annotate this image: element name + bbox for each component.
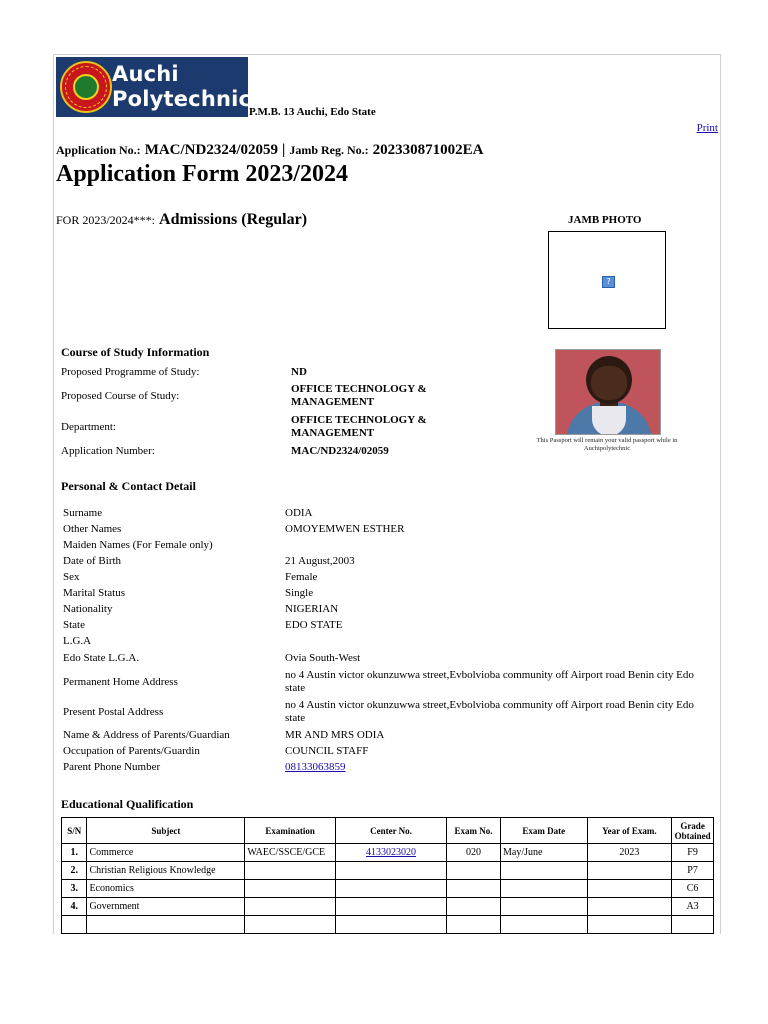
subject-cell: Commerce <box>87 844 245 862</box>
personal-row-label: Maiden Names (For Female only) <box>63 539 213 551</box>
jamb-photo-label: JAMB PHOTO <box>568 214 642 226</box>
subject-cell: Economics <box>87 880 245 898</box>
personal-row-value: Ovia South-West <box>285 651 361 664</box>
center-cell <box>336 880 447 898</box>
table-row <box>62 898 714 916</box>
center-no-link[interactable]: 4133023020 <box>366 847 417 858</box>
personal-row <box>63 505 713 521</box>
personal-row-label: Sex <box>63 571 80 583</box>
sn-cell: 1. <box>62 844 87 862</box>
jamb-reg-label: Jamb Reg. No.: <box>289 143 369 157</box>
column-header: Examination <box>245 818 336 844</box>
education-table <box>61 817 714 934</box>
personal-row <box>63 650 713 666</box>
exam-date-cell <box>501 862 588 880</box>
course-row-value: OFFICE TECHNOLOGY & MANAGEMENT <box>291 382 427 408</box>
column-header: S/N <box>62 818 87 844</box>
personal-row <box>63 617 713 633</box>
table-row-empty <box>62 916 714 934</box>
personal-row <box>63 743 713 759</box>
application-no-label: Application No.: <box>56 143 141 157</box>
course-row <box>61 381 531 410</box>
personal-row <box>63 759 713 775</box>
table-row <box>62 844 714 862</box>
year-cell <box>587 880 672 898</box>
personal-row-label: State <box>63 619 85 631</box>
parent-phone-link[interactable]: 08133063859 <box>285 760 346 773</box>
sn-cell: 4. <box>62 898 87 916</box>
personal-row-value: COUNCIL STAFF <box>285 744 369 757</box>
column-header: Subject <box>87 818 245 844</box>
logo-text-line1: Auchi <box>112 62 179 86</box>
personal-row-value: no 4 Austin victor okunzuwwa street,Evbolvioba community off Airport road Benin city Edo state <box>285 699 694 724</box>
personal-row-label: Occupation of Parents/Guardin <box>63 745 200 757</box>
personal-row-label: Other Names <box>63 523 122 535</box>
examination-cell <box>245 898 336 916</box>
admission-type-line <box>56 211 307 229</box>
personal-row-label: Marital Status <box>63 587 126 599</box>
course-row-value: ND <box>291 365 307 378</box>
course-row-value: MAC/ND2324/02059 <box>291 444 389 457</box>
column-header: Exam Date <box>501 818 588 844</box>
admission-type: Admissions (Regular) <box>159 211 308 228</box>
passport-photo <box>555 349 661 435</box>
personal-row-value: Female <box>285 570 318 583</box>
application-number-line <box>56 141 484 159</box>
separator: | <box>282 142 286 158</box>
table-row <box>62 862 714 880</box>
exam-no-cell <box>447 880 501 898</box>
application-form-sheet <box>53 54 721 934</box>
course-row-label: Proposed Course of Study: <box>61 389 180 402</box>
personal-row <box>63 633 713 649</box>
education-section-heading: Educational Qualification <box>61 797 194 811</box>
exam-no-cell <box>447 862 501 880</box>
personal-row-value <box>285 633 715 649</box>
print-link[interactable]: Print <box>696 122 718 134</box>
personal-row-value <box>285 537 715 553</box>
center-cell <box>336 898 447 916</box>
personal-row <box>63 569 713 585</box>
personal-row-value: EDO STATE <box>285 618 343 631</box>
personal-row-value: Single <box>285 586 314 599</box>
year-cell: 2023 <box>587 844 672 862</box>
personal-row <box>63 537 713 553</box>
course-row <box>61 441 531 461</box>
column-header: Grade Obtained <box>672 818 714 844</box>
grade-cell: C6 <box>672 880 714 898</box>
grade-cell: A3 <box>672 898 714 916</box>
exam-date-cell <box>501 898 588 916</box>
jamb-reg-value: 202330871002EA <box>372 142 484 158</box>
personal-row-value: ODIA <box>285 506 313 519</box>
parent-phone-cell <box>285 759 715 775</box>
exam-no-cell <box>447 898 501 916</box>
center-cell <box>336 844 447 862</box>
grade-cell: P7 <box>672 862 714 880</box>
exam-date-cell <box>501 880 588 898</box>
personal-row <box>63 521 713 537</box>
logo-text-line2: Polytechnic <box>112 87 252 111</box>
auchi-polytechnic-logo <box>56 57 252 117</box>
education-table-header <box>62 818 714 844</box>
personal-row <box>63 553 713 569</box>
personal-row-label: Present Postal Address <box>63 706 164 718</box>
column-header: Center No. <box>336 818 447 844</box>
page-title: Application Form 2023/2024 <box>56 161 348 187</box>
grade-cell: F9 <box>672 844 714 862</box>
personal-row-label: Surname <box>63 507 103 519</box>
jamb-photo-frame <box>548 231 666 329</box>
course-section-heading: Course of Study Information <box>61 345 210 359</box>
subject-cell: Christian Religious Knowledge <box>87 862 245 880</box>
personal-row-label: Nationality <box>63 603 113 615</box>
sn-cell: 3. <box>62 880 87 898</box>
column-header: Exam No. <box>447 818 501 844</box>
personal-row-value: no 4 Austin victor okunzuwwa street,Evbolvioba community off Airport road Benin city Edo state <box>285 669 694 694</box>
personal-row-label: Date of Birth <box>63 555 122 567</box>
personal-row <box>63 697 713 727</box>
personal-row <box>63 601 713 617</box>
table-row <box>62 880 714 898</box>
personal-row-value: OMOYEMWEN ESTHER <box>285 522 405 535</box>
personal-row-value: NIGERIAN <box>285 602 339 615</box>
course-row-label: Application Number: <box>61 445 155 457</box>
institution-address: P.M.B. 13 Auchi, Edo State <box>249 106 376 118</box>
polytechnic-crest-icon <box>60 61 112 113</box>
course-row-label: Department: <box>61 420 116 433</box>
for-session-label: FOR 2023/2024***: <box>56 213 156 227</box>
examination-cell <box>245 862 336 880</box>
course-row-value: OFFICE TECHNOLOGY & MANAGEMENT <box>291 413 427 439</box>
personal-row <box>63 667 713 697</box>
examination-cell <box>245 880 336 898</box>
personal-row-label: Permanent Home Address <box>63 676 178 688</box>
personal-row <box>63 585 713 601</box>
personal-row-label: Name & Address of Parents/Guardian <box>63 729 230 741</box>
personal-row-value: 21 August,2003 <box>285 554 355 567</box>
sn-cell: 2. <box>62 862 87 880</box>
personal-row-label: Parent Phone Number <box>63 761 161 773</box>
exam-date-cell: May/June <box>501 844 588 862</box>
course-row <box>61 412 531 441</box>
course-row-label: Proposed Programme of Study: <box>61 366 200 378</box>
center-cell <box>336 862 447 880</box>
examination-cell: WAEC/SSCE/GCE <box>245 844 336 862</box>
year-cell <box>587 862 672 880</box>
application-no-value: MAC/ND2324/02059 <box>144 142 279 158</box>
year-cell <box>587 898 672 916</box>
subject-cell: Government <box>87 898 245 916</box>
personal-row-label: Edo State L.G.A. <box>63 652 140 664</box>
passport-caption: This Passport will remain your valid passport while in Auchipolytechnic <box>536 437 678 452</box>
personal-row-label: L.G.A <box>63 635 92 647</box>
personal-row <box>63 727 713 743</box>
personal-row-value: MR AND MRS ODIA <box>285 728 385 741</box>
broken-image-icon: ? <box>602 276 615 288</box>
personal-section-heading: Personal & Contact Detail <box>61 479 196 493</box>
exam-no-cell: 020 <box>447 844 501 862</box>
column-header: Year of Exam. <box>587 818 672 844</box>
